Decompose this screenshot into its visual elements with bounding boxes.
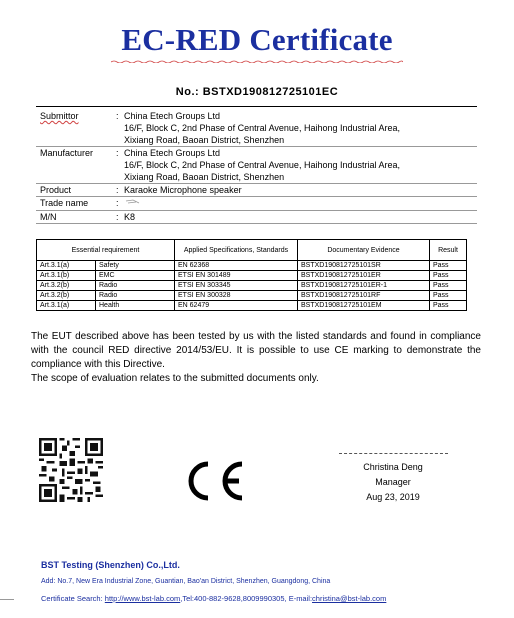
info-row-trade-name: Trade name : <box>36 197 477 211</box>
info-label: Product <box>36 184 116 197</box>
signatory-date: Aug 23, 2019 <box>366 492 420 502</box>
cell-article: Art.3.2(b) <box>37 281 96 291</box>
qr-code-icon <box>39 438 103 502</box>
table-row <box>37 281 467 291</box>
cell-evidence: BSTXD190812725101EM <box>298 301 430 311</box>
cell-result: Pass <box>430 281 467 291</box>
cell-article: Art.3.1(b) <box>37 271 96 281</box>
header-essential: Essential requirement <box>37 240 175 261</box>
cell-article: Art.3.1(a) <box>37 261 96 271</box>
info-table <box>36 110 477 224</box>
info-line: China Etech Groups Ltd <box>124 111 221 121</box>
compliance-paragraph: The EUT described above has been tested by us with the listed standards and found in compliance with the council RED directive 2014/53/EU. It is possible to use CE marking to demonstrate the compliance with this Directive. <box>31 331 481 370</box>
cell-category: Safety <box>96 261 175 271</box>
signatory-name: Christina Deng <box>363 462 423 472</box>
certificate-title: EC-RED Certificate <box>121 22 393 57</box>
ce-mark-icon <box>178 456 248 506</box>
cell-evidence: BSTXD190812725101RF <box>298 291 430 301</box>
table-row <box>37 271 467 281</box>
info-value <box>124 147 477 184</box>
certificate-number: No.: BSTXD190812725101EC <box>175 86 339 98</box>
info-label: M/N <box>36 211 116 224</box>
signature-line <box>339 453 448 454</box>
info-label: Submittor <box>36 110 116 147</box>
info-value: K8 <box>124 211 477 224</box>
telephone-text: ,Tel:400-882-9628,8009990305, <box>180 594 287 603</box>
cell-result: Pass <box>430 291 467 301</box>
scope-paragraph: The scope of evaluation relates to the submitted documents only. <box>31 373 319 384</box>
contact-line <box>41 594 386 603</box>
info-line: 16/F, Block C, 2nd Phase of Central Avenue, Haihong Industrial Area, <box>124 123 401 133</box>
info-row-submittor: Submittor : China Etech Groups Ltd 16/F, Block C, 2nd Phase of Central Avenue, Haihong Industrial Area, Xixiang Road, Baoan District, Shenzhen <box>36 110 477 147</box>
cell-evidence: BSTXD190812725101ER <box>298 271 430 281</box>
cell-category: Radio <box>96 281 175 291</box>
info-label: Manufacturer <box>36 147 116 184</box>
cell-evidence: BSTXD190812725101SR <box>298 261 430 271</box>
info-value: Karaoke Microphone speaker <box>124 184 477 197</box>
email-link[interactable]: christina@bst-lab.com <box>312 594 387 603</box>
statement-text <box>31 330 481 386</box>
cell-standard: ETSI EN 301489 <box>175 271 298 281</box>
info-value <box>124 110 477 147</box>
cell-category: Radio <box>96 291 175 301</box>
header-specifications: Applied Specifications, Standards <box>175 240 298 261</box>
table-row <box>37 261 467 271</box>
cell-standard: ETSI EN 303345 <box>175 281 298 291</box>
website-link[interactable]: http://www.bst-lab.com <box>104 594 181 603</box>
email-label: E-mail: <box>288 594 313 603</box>
info-line: China Etech Groups Ltd <box>124 148 221 158</box>
requirements-table <box>36 239 467 311</box>
info-row-manufacturer: Manufacturer : China Etech Groups Ltd 16/F, Block C, 2nd Phase of Central Avenue, Haihong Industrial Area, Xixiang Road, Baoan District, Shenzhen <box>36 147 477 184</box>
cell-result: Pass <box>430 271 467 281</box>
requirements-header-row <box>37 240 467 261</box>
page-corner-mark <box>0 599 14 600</box>
company-name: BST Testing (Shenzhen) Co.,Ltd. <box>41 560 180 570</box>
signatory-title: Manager <box>375 477 411 487</box>
header-result: Result <box>430 240 467 261</box>
title-underline-decoration <box>111 60 403 63</box>
info-row-product: Product : Karaoke Microphone speaker <box>36 184 477 197</box>
cert-search-label: Certificate Search: <box>41 594 103 603</box>
info-value <box>124 197 477 211</box>
divider <box>36 106 477 107</box>
cell-result: Pass <box>430 301 467 311</box>
cell-evidence: BSTXD190812725101ER-1 <box>298 281 430 291</box>
info-line: 16/F, Block C, 2nd Phase of Central Avenue, Haihong Industrial Area, <box>124 160 401 170</box>
cell-standard: ETSI EN 300328 <box>175 291 298 301</box>
info-line: Xixiang Road, Baoan District, Shenzhen <box>124 135 285 145</box>
table-row <box>37 291 467 301</box>
info-label: Trade name <box>36 197 116 211</box>
company-address: Add: No.7, New Era Industrial Zone, Guantian, Bao'an District, Shenzhen, Guangdong, China <box>41 578 331 585</box>
cell-category: EMC <box>96 271 175 281</box>
cell-article: Art.3.1(a) <box>37 301 96 311</box>
info-row-model-number: M/N : K8 <box>36 211 477 224</box>
cell-category: Health <box>96 301 175 311</box>
header-evidence: Documentary Evidence <box>298 240 430 261</box>
cell-standard: EN 62479 <box>175 301 298 311</box>
table-row <box>37 301 467 311</box>
cell-result: Pass <box>430 261 467 271</box>
info-line: Xixiang Road, Baoan District, Shenzhen <box>124 172 285 182</box>
cell-standard: EN 62368 <box>175 261 298 271</box>
trade-mark-scribble-icon <box>124 197 142 207</box>
cell-article: Art.3.2(b) <box>37 291 96 301</box>
